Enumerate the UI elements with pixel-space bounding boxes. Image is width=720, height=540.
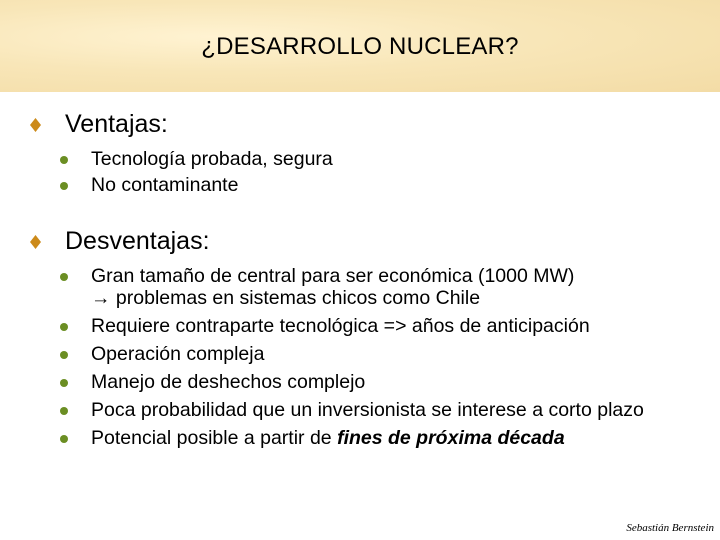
list-item: [60, 315, 644, 337]
arrow-icon: →: [91, 287, 111, 309]
list-item: [60, 371, 644, 393]
section-label: Desventajas:: [65, 227, 210, 255]
diamond-icon: [30, 118, 41, 132]
bullet-dot-icon: [60, 273, 68, 281]
list-item-text: Manejo de deshechos complejo: [91, 371, 366, 393]
bullet-dot-icon: [60, 435, 68, 443]
emphasis-text: fines de próxima década: [337, 427, 565, 449]
list-item: [60, 174, 333, 196]
bullet-dot-icon: [60, 379, 68, 387]
list-item: [60, 427, 644, 449]
diamond-icon: [30, 235, 41, 249]
list-item-text: Requiere contraparte tecnológica => años de anticipación: [91, 315, 590, 337]
disadvantages-list: [60, 265, 644, 449]
list-item-text: Tecnología probada, segura: [91, 148, 333, 170]
section-label: Ventajas:: [65, 110, 168, 138]
list-item-text: Gran tamaño de central para ser económica (1000 MW): [91, 265, 575, 287]
bullet-dot-icon: [60, 407, 68, 415]
author-footer: Sebastián Bernstein: [626, 522, 714, 534]
bullet-dot-icon: [60, 156, 68, 164]
section-desventajas: [30, 227, 644, 449]
section-header: [30, 110, 333, 139]
list-item: [60, 265, 644, 309]
section-header: [30, 227, 644, 256]
list-item: [60, 399, 644, 421]
slide-title: ¿DESARROLLO NUCLEAR?: [201, 33, 519, 60]
list-item-text: Operación compleja: [91, 343, 265, 365]
list-item-text: Potencial posible a partir de: [91, 427, 338, 449]
list-item-text: No contaminante: [91, 174, 239, 196]
advantages-list: [60, 148, 333, 196]
bullet-dot-icon: [60, 323, 68, 331]
bullet-dot-icon: [60, 351, 68, 359]
section-ventajas: [30, 110, 333, 196]
bullet-dot-icon: [60, 182, 68, 190]
list-item-text: problemas en sistemas chicos como Chile: [115, 287, 481, 309]
list-item-text: Poca probabilidad que un inversionista se interese a corto plazo: [91, 399, 644, 421]
list-item: [60, 343, 644, 365]
list-item: [60, 148, 333, 170]
